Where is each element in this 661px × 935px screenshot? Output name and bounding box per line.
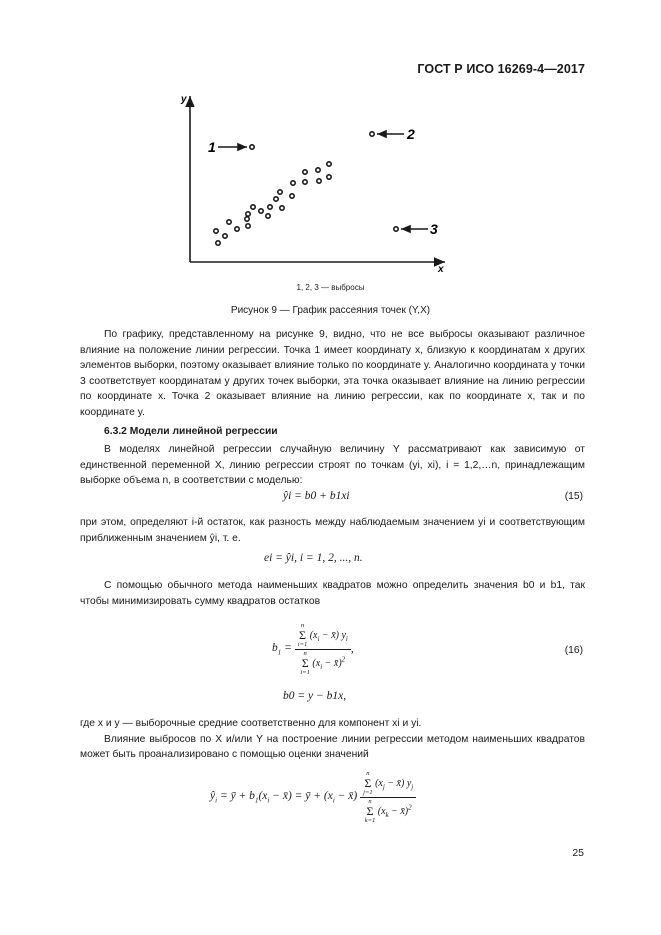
outlier-label-1: 1 bbox=[208, 139, 216, 155]
outlier-3 bbox=[394, 227, 428, 231]
paragraph-4 bbox=[80, 578, 585, 609]
paragraph-2 bbox=[80, 442, 585, 489]
paragraph-5-text: где x и y — выборочные средние соответственно для компонент xi и yi. bbox=[80, 718, 422, 729]
figure-caption: Рисунок 9 — График рассеяния точек (Y,X) bbox=[230, 305, 431, 316]
formula-16-number: (16) bbox=[564, 645, 583, 656]
paragraph-5 bbox=[80, 716, 585, 763]
figure-legend: 1, 2, 3 — выбросы bbox=[296, 283, 365, 292]
paragraph-3 bbox=[80, 515, 585, 546]
paragraph-4-text: С помощью обычного метода наименьших квадратов можно определить значения b0 и b1, так чтобы минимизировать сумму квадратов остатков bbox=[80, 580, 585, 607]
paragraph-3-text: при этом, определяют i-й остаток, как разность между наблюдаемым значением yi и соответствующим приближенным значением ŷi, т. е. bbox=[80, 517, 585, 544]
formula-15-number: (15) bbox=[564, 491, 583, 502]
paragraph-1-text: По графику, представленному на рисунке 9, видно, что не все выбросы оказывают различное влияние на положение линии регрессии. Точка 1 имеет координату x, близкую к координатам x других элементов выборки, поэтому оказывает влияние только по координате y. Аналогично координата y точки 3 соответствует координатам y других точек выборки, эта точка оказывает влияние на линию регрессии по координате x. Точка 2 оказывает влияние на линию регрессии, как по координате x, так и по координате y. bbox=[80, 329, 585, 418]
y-axis-label: y bbox=[181, 94, 187, 105]
outlier-label-3: 3 bbox=[430, 221, 438, 237]
page-number: 25 bbox=[572, 847, 584, 859]
outlier-2 bbox=[370, 132, 404, 136]
formula-16: $b_1$ = n Σ i=1 ($x_i$ − x̄) $y_i$ n Σ i=1 ($x_i$ − x̄)$^2$ , bbox=[272, 622, 354, 676]
section-heading: 6.3.2 Модели линейной регрессии bbox=[104, 426, 278, 437]
formula-residual: ei = ŷi, i = 1, 2, ..., n. bbox=[264, 552, 363, 564]
scatter-figure bbox=[0, 0, 661, 300]
formula-15: ŷi = b0 + b1xi bbox=[283, 490, 350, 502]
paragraph-6-text: Влияние выбросов по X и/или Y на построение линии регрессии методом наименьших квадратов может быть проанализировано с помощью оценки значений bbox=[80, 733, 585, 760]
paragraph-1 bbox=[80, 327, 585, 420]
paragraph-2-text: В моделях линейной регрессии случайную величину Y рассматривают как зависимую от единственной переменной X, линию регрессии строят по точкам (yi, xi), i = 1,2,…n, принадлежащим выборке объема n, в соответствии с моделью: bbox=[80, 444, 585, 486]
outlier-label-2: 2 bbox=[407, 126, 415, 142]
formula-yhat: $ŷ_i$ = ȳ + $b_1(x_i$ − x̄) = ȳ + ($x_i$ − x̄) n Σ j=1 ($x_j$ − x̄) $y_j$ n Σ k=1 ($x_k$ − x̄)$^2$ bbox=[210, 770, 416, 825]
outlier-1 bbox=[218, 145, 254, 149]
x-axis-label: x bbox=[438, 264, 444, 275]
formula-b0: b0 = y − b1x, bbox=[283, 690, 347, 702]
document-header: ГОСТ Р ИСО 16269-4—2017 bbox=[417, 62, 585, 76]
scatter-points bbox=[214, 162, 331, 245]
